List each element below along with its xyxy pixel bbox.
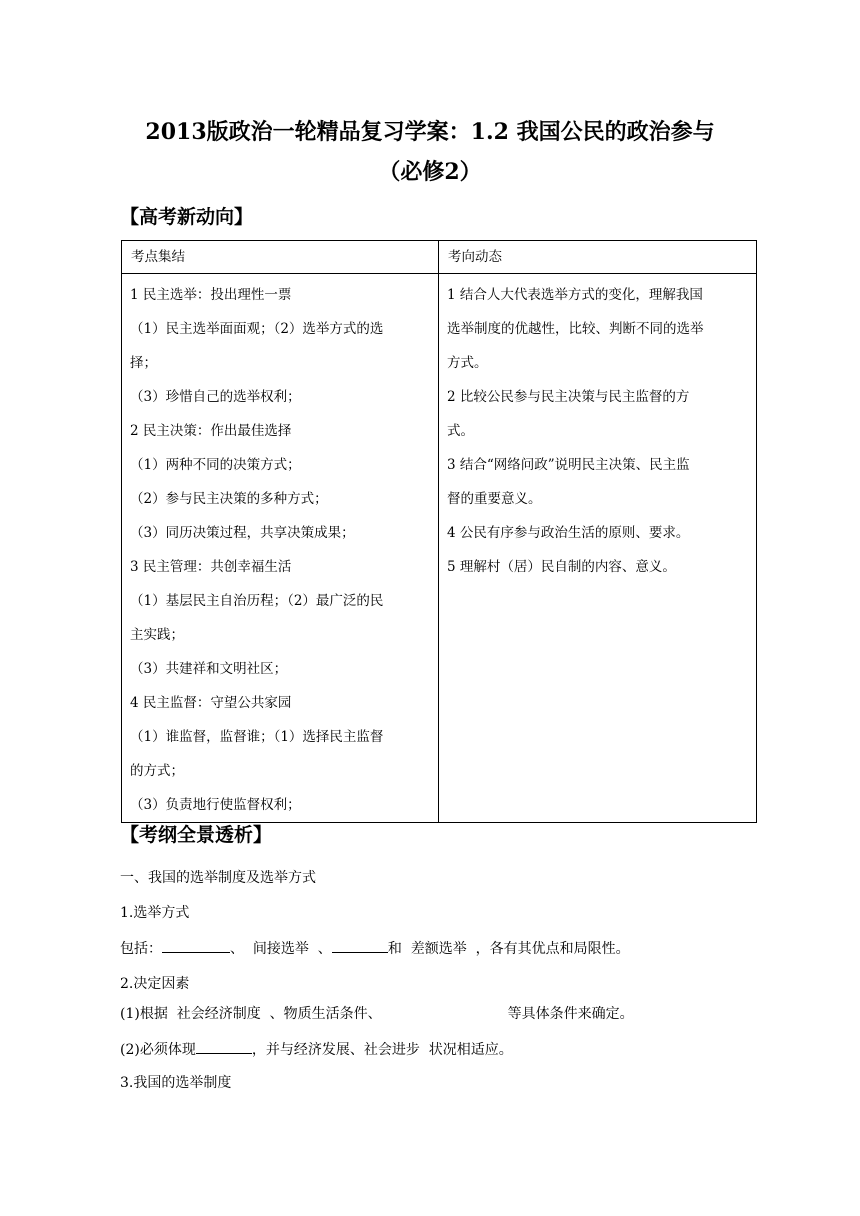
paragraph: 2.决定因素 xyxy=(120,976,190,992)
fill-in-paragraph xyxy=(120,938,630,959)
list-item: 3 民主管理：共创幸福生活 xyxy=(130,559,292,575)
paragraph: 一、我国的选举制度及选举方式 xyxy=(120,870,316,886)
list-item: （1）民主选举面面观；（2）选举方式的选 xyxy=(130,321,384,337)
section-heading-overview: 【考纲全景透析】 xyxy=(120,824,273,846)
table-cell-trends xyxy=(439,274,757,823)
list-item: （3）珍惜自己的选举权利； xyxy=(130,389,301,405)
table-cell-points xyxy=(122,274,439,823)
list-item: （3）同历决策过程，共享决策成果； xyxy=(130,525,355,541)
fill-in-paragraph xyxy=(120,1039,513,1060)
paragraph-text: 和 差额选举 ，各有其优点和局限性。 xyxy=(387,941,630,957)
list-item: 4 公民有序参与政治生活的原则、要求。 xyxy=(447,525,690,541)
paragraph: 3.我国的选举制度 xyxy=(120,1075,232,1091)
list-item: 方式。 xyxy=(447,355,488,371)
section-heading-trends: 【高考新动向】 xyxy=(120,206,254,228)
exam-points-table xyxy=(121,240,757,823)
paragraph-text: 包括： xyxy=(120,941,162,957)
list-item: 2 民主决策：作出最佳选择 xyxy=(130,423,292,439)
list-item: （1）两种不同的决策方式； xyxy=(130,457,301,473)
table-header-cell: 考向动态 xyxy=(439,241,757,274)
list-item: 主实践； xyxy=(130,627,184,643)
answer-blank[interactable] xyxy=(196,1039,252,1054)
document-subtitle: （必修2） xyxy=(378,159,482,185)
list-item: 的方式； xyxy=(130,763,184,779)
list-item: 选举制度的优越性，比较、判断不同的选举 xyxy=(447,321,704,337)
list-item: 5 理解村（居）民自制的内容、意义。 xyxy=(447,559,676,575)
table-row xyxy=(122,274,757,823)
answer-blank[interactable] xyxy=(332,938,388,953)
list-item: 式。 xyxy=(447,423,474,439)
paragraph-text: 等具体条件来确定。 xyxy=(507,1006,634,1022)
list-item: （3）共建祥和文明社区； xyxy=(130,661,288,677)
paragraph-text: (1)根据 社会经济制度 、物质生活条件、 xyxy=(120,1006,382,1022)
list-item: （3）负责地行使监督权利； xyxy=(130,797,301,813)
paragraph-text: (2)必须体现 xyxy=(120,1042,196,1058)
table-header-row xyxy=(122,241,757,274)
list-item: 1 民主选举：投出理性一票 xyxy=(130,287,292,303)
table-header-cell: 考点集结 xyxy=(122,241,439,274)
list-item: 督的重要意义。 xyxy=(447,491,542,507)
list-item: （1）谁监督，监督谁；（1）选择民主监督 xyxy=(130,729,384,745)
paragraph: 1.选举方式 xyxy=(120,905,190,921)
list-item: 择； xyxy=(130,355,157,371)
answer-blank[interactable] xyxy=(162,938,230,953)
document-title: 2013版政治一轮精品复习学案：1.2 我国公民的政治参与 xyxy=(145,119,715,145)
paragraph-text: 、 间接选举 、 xyxy=(230,941,332,957)
list-item: 1 结合人大代表选举方式的变化，理解我国 xyxy=(447,287,703,303)
list-item: 2 比较公民参与民主决策与民主监督的方 xyxy=(447,389,690,405)
list-item: 3 结合“网络问政”说明民主决策、民主监 xyxy=(447,457,690,473)
paragraph-text: ，并与经济发展、社会进步 状况相适应。 xyxy=(251,1042,513,1058)
list-item: 4 民主监督：守望公共家园 xyxy=(130,695,292,711)
fill-in-paragraph xyxy=(120,1004,634,1024)
list-item: （2）参与民主决策的多种方式； xyxy=(130,491,328,507)
list-item: （1）基层民主自治历程；（2）最广泛的民 xyxy=(130,593,384,609)
